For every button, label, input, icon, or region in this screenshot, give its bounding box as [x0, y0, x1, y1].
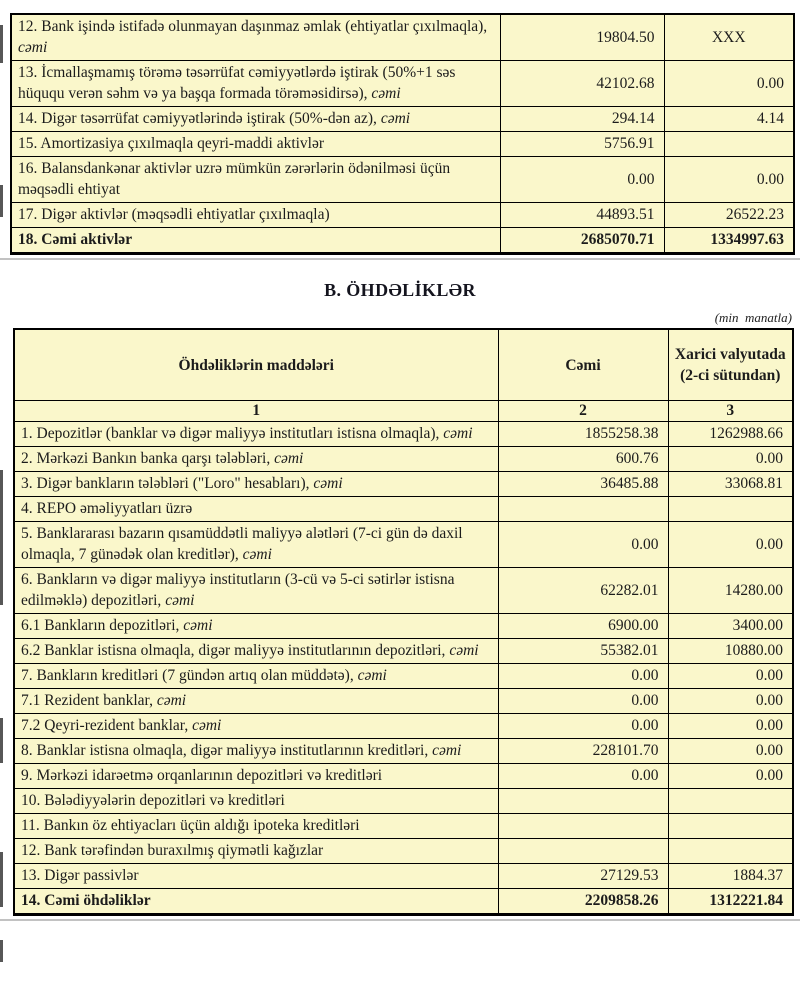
scan-artifact	[0, 852, 3, 907]
table-row-liab-11	[14, 814, 793, 839]
row-foreign-value: 1884.37	[668, 864, 793, 889]
row-foreign-value: 1334997.63	[664, 228, 794, 254]
row-label-text: 13. İcmallaşmamış törəmə təsərrüfat cəmiyyətlərdə iştirak (50%+1 səs hüququ verən səhm və ya başqa formada törəməsidirsə),	[18, 64, 456, 102]
assets-table	[10, 13, 795, 255]
row-total-value: 6900.00	[498, 614, 668, 639]
row-label	[14, 422, 498, 447]
scan-artifact	[0, 25, 3, 63]
scan-shadow-line	[0, 919, 800, 921]
row-foreign-value: 0.00	[668, 664, 793, 689]
row-total-value: 0.00	[498, 714, 668, 739]
row-label	[14, 664, 498, 689]
row-label	[11, 14, 500, 61]
row-foreign-value: 0.00	[668, 522, 793, 568]
row-label-text: 3. Digər bankların tələbləri ("Loro" hesabları),	[21, 475, 314, 492]
column-number-row	[14, 401, 793, 422]
table-row-liab-7	[14, 664, 793, 689]
table-row-asset-15	[11, 132, 794, 157]
table-row-asset-16	[11, 157, 794, 203]
row-label	[14, 447, 498, 472]
row-label	[14, 789, 498, 814]
table-row-asset-17	[11, 203, 794, 228]
row-foreign-value: 0.00	[668, 447, 793, 472]
row-label	[11, 157, 500, 203]
row-label-text: 4. REPO əməliyyatları üzrə	[21, 500, 193, 517]
row-foreign-value: 14280.00	[668, 568, 793, 614]
row-total-value: 19804.50	[500, 14, 664, 61]
row-foreign-value	[668, 814, 793, 839]
row-foreign-value: 0.00	[668, 739, 793, 764]
row-foreign-value: 0.00	[664, 157, 794, 203]
row-label	[14, 864, 498, 889]
table-row-liab-3	[14, 472, 793, 497]
section-heading: B. ÖHDƏLİKLƏR	[324, 280, 476, 300]
row-label-text: 2. Mərkəzi Bankın banka qarşı tələbləri,	[21, 450, 275, 467]
row-total-value: 36485.88	[498, 472, 668, 497]
scan-artifact	[0, 718, 3, 763]
row-label-text: 6.2 Banklar istisna olmaqla, digər maliyyə institutlarının depozitləri,	[21, 642, 450, 659]
table-row-asset-13	[11, 61, 794, 107]
row-foreign-value: 1262988.66	[668, 422, 793, 447]
row-label-text: 7.2 Qeyri-rezident banklar,	[21, 717, 193, 734]
row-label	[14, 614, 498, 639]
row-label-text: 14. Cəmi öhdəliklər	[21, 892, 151, 909]
row-label-text: 12. Bank tərəfindən buraxılmış qiymətli kağızlar	[21, 842, 324, 859]
table-row-liab-7-2	[14, 714, 793, 739]
table-row-total-liabilities	[14, 889, 793, 915]
row-label-text: 13. Digər passivlər	[21, 867, 139, 884]
row-label	[14, 522, 498, 568]
row-label-text: 15. Amortizasiya çıxılmaqla qeyri-maddi aktivlər	[18, 135, 325, 152]
row-foreign-value: 3400.00	[668, 614, 793, 639]
scan-artifact	[0, 185, 3, 217]
row-label-suffix: cəmi	[156, 692, 187, 709]
table-row-asset-14	[11, 107, 794, 132]
row-total-value: 42102.68	[500, 61, 664, 107]
scan-artifact	[0, 940, 3, 962]
header-foreign: Xarici valyutada (2-ci sütundan)	[668, 329, 793, 401]
unit-note: (min manatla)	[714, 310, 792, 325]
column-number-3: 3	[668, 401, 793, 422]
row-label-suffix: cəmi	[192, 717, 222, 734]
row-label-text: 16. Balansdankənar aktivlər uzrə mümkün zərərlərin ödənilməsi üçün məqsədli ehtiyat	[18, 160, 451, 198]
table-row-total-assets	[11, 228, 794, 254]
row-label-text: 14. Digər təsərrüfat cəmiyyətlərində iştirak (50%-dən az),	[18, 110, 381, 127]
row-label-suffix: cəmi	[242, 546, 272, 563]
row-label-text: 18. Cəmi aktivlər	[18, 231, 133, 248]
table-row-liab-2	[14, 447, 793, 472]
table-row-liab-6-2	[14, 639, 793, 664]
row-label-suffix: cəmi	[443, 425, 473, 442]
row-foreign-value: 0.00	[664, 61, 794, 107]
row-label-text: 9. Mərkəzi idarəetmə orqanlarının depozitləri və kreditləri	[21, 767, 383, 784]
row-foreign-value: 0.00	[668, 764, 793, 789]
row-foreign-value: XXX	[664, 14, 794, 61]
row-label-text: 7. Bankların kreditləri (7 gündən artıq olan müddətə),	[21, 667, 358, 684]
row-label	[14, 472, 498, 497]
row-label-suffix: cəmi	[313, 475, 343, 492]
row-label-suffix: cəmi	[165, 592, 195, 609]
row-total-value: 62282.01	[498, 568, 668, 614]
row-total-value: 600.76	[498, 447, 668, 472]
row-label	[11, 203, 500, 228]
table-row-liab-1	[14, 422, 793, 447]
row-total-value	[498, 789, 668, 814]
table-row-liab-8	[14, 739, 793, 764]
row-total-value: 0.00	[500, 157, 664, 203]
row-total-value	[498, 839, 668, 864]
row-foreign-value: 26522.23	[664, 203, 794, 228]
row-total-value: 228101.70	[498, 739, 668, 764]
liabilities-table	[13, 328, 794, 916]
row-foreign-value	[668, 789, 793, 814]
table-row-liab-5	[14, 522, 793, 568]
row-label-text: 6.1 Bankların depozitləri,	[21, 617, 184, 634]
header-total: Cəmi	[498, 329, 668, 401]
row-label-text: 5. Banklararası bazarın qısamüddətli maliyyə alətləri (7-ci gün də daxil olmaqla, 7 günədək olan kreditlər),	[21, 525, 463, 563]
table-row-liab-4	[14, 497, 793, 522]
row-label	[14, 497, 498, 522]
row-label	[11, 61, 500, 107]
row-foreign-value: 33068.81	[668, 472, 793, 497]
row-label	[14, 889, 498, 915]
table-row-liab-13	[14, 864, 793, 889]
row-label-text: 8. Banklar istisna olmaqla, digər maliyyə institutlarının kreditləri,	[21, 742, 433, 759]
row-label-text: 10. Bələdiyyələrin depozitləri və kreditləri	[21, 792, 285, 809]
row-total-value: 55382.01	[498, 639, 668, 664]
row-label	[11, 228, 500, 254]
row-label	[14, 714, 498, 739]
table-row-liab-12	[14, 839, 793, 864]
row-label-text: 11. Bankın öz ehtiyacları üçün aldığı ipoteka kreditləri	[21, 817, 360, 834]
row-label-suffix: cəmi	[380, 110, 411, 127]
row-foreign-value: 10880.00	[668, 639, 793, 664]
row-label	[14, 739, 498, 764]
row-foreign-value: 1312221.84	[668, 889, 793, 915]
row-label-text: 1. Depozitlər (banklar və digər maliyyə institutları istisna olmaqla),	[21, 425, 444, 442]
row-total-value	[498, 497, 668, 522]
row-total-value	[498, 814, 668, 839]
row-total-value: 5756.91	[500, 132, 664, 157]
row-label-suffix: cəmi	[274, 450, 304, 467]
row-foreign-value	[668, 839, 793, 864]
row-label	[14, 568, 498, 614]
header-items: Öhdəliklərin maddələri	[14, 329, 498, 401]
row-label-suffix: cəmi	[357, 667, 387, 684]
row-label	[14, 689, 498, 714]
column-number-2: 2	[498, 401, 668, 422]
row-foreign-value	[668, 497, 793, 522]
row-label	[14, 639, 498, 664]
column-number-1: 1	[14, 401, 498, 422]
scan-shadow-line	[0, 258, 800, 260]
row-label	[14, 839, 498, 864]
table-row-liab-10	[14, 789, 793, 814]
table-row-asset-12	[11, 14, 794, 61]
row-label-suffix: cəmi	[183, 617, 213, 634]
scan-artifact	[0, 470, 3, 605]
row-foreign-value: 4.14	[664, 107, 794, 132]
row-total-value: 2209858.26	[498, 889, 668, 915]
row-foreign-value: 0.00	[668, 714, 793, 739]
table-header-row	[14, 329, 793, 401]
row-label-suffix: cəmi	[18, 39, 48, 56]
table-row-liab-9	[14, 764, 793, 789]
row-label-text: 7.1 Rezident banklar,	[21, 692, 157, 709]
row-total-value: 294.14	[500, 107, 664, 132]
table-row-liab-6	[14, 568, 793, 614]
row-total-value: 0.00	[498, 664, 668, 689]
row-total-value: 2685070.71	[500, 228, 664, 254]
row-label-suffix: cəmi	[371, 85, 401, 102]
table-row-liab-6-1	[14, 614, 793, 639]
row-total-value: 0.00	[498, 522, 668, 568]
row-label	[14, 764, 498, 789]
row-total-value: 0.00	[498, 689, 668, 714]
row-total-value: 44893.51	[500, 203, 664, 228]
row-foreign-value	[664, 132, 794, 157]
row-total-value: 27129.53	[498, 864, 668, 889]
row-label-text: 17. Digər aktivlər (məqsədli ehtiyatlar çıxılmaqla)	[18, 206, 330, 223]
row-label	[11, 107, 500, 132]
row-label-text: 6. Bankların və digər maliyyə institutların (3-cü və 5-ci sətirlər istisna edilməklə) depozitləri,	[21, 571, 455, 609]
row-label-suffix: cəmi	[449, 642, 479, 659]
row-label-text: 12. Bank işində istifadə olunmayan daşınmaz əmlak (ehtiyatlar çıxılmaqla),	[18, 18, 488, 35]
row-total-value: 0.00	[498, 764, 668, 789]
row-label	[14, 814, 498, 839]
row-total-value: 1855258.38	[498, 422, 668, 447]
table-row-liab-7-1	[14, 689, 793, 714]
row-foreign-value: 0.00	[668, 689, 793, 714]
row-label-suffix: cəmi	[432, 742, 462, 759]
row-label	[11, 132, 500, 157]
